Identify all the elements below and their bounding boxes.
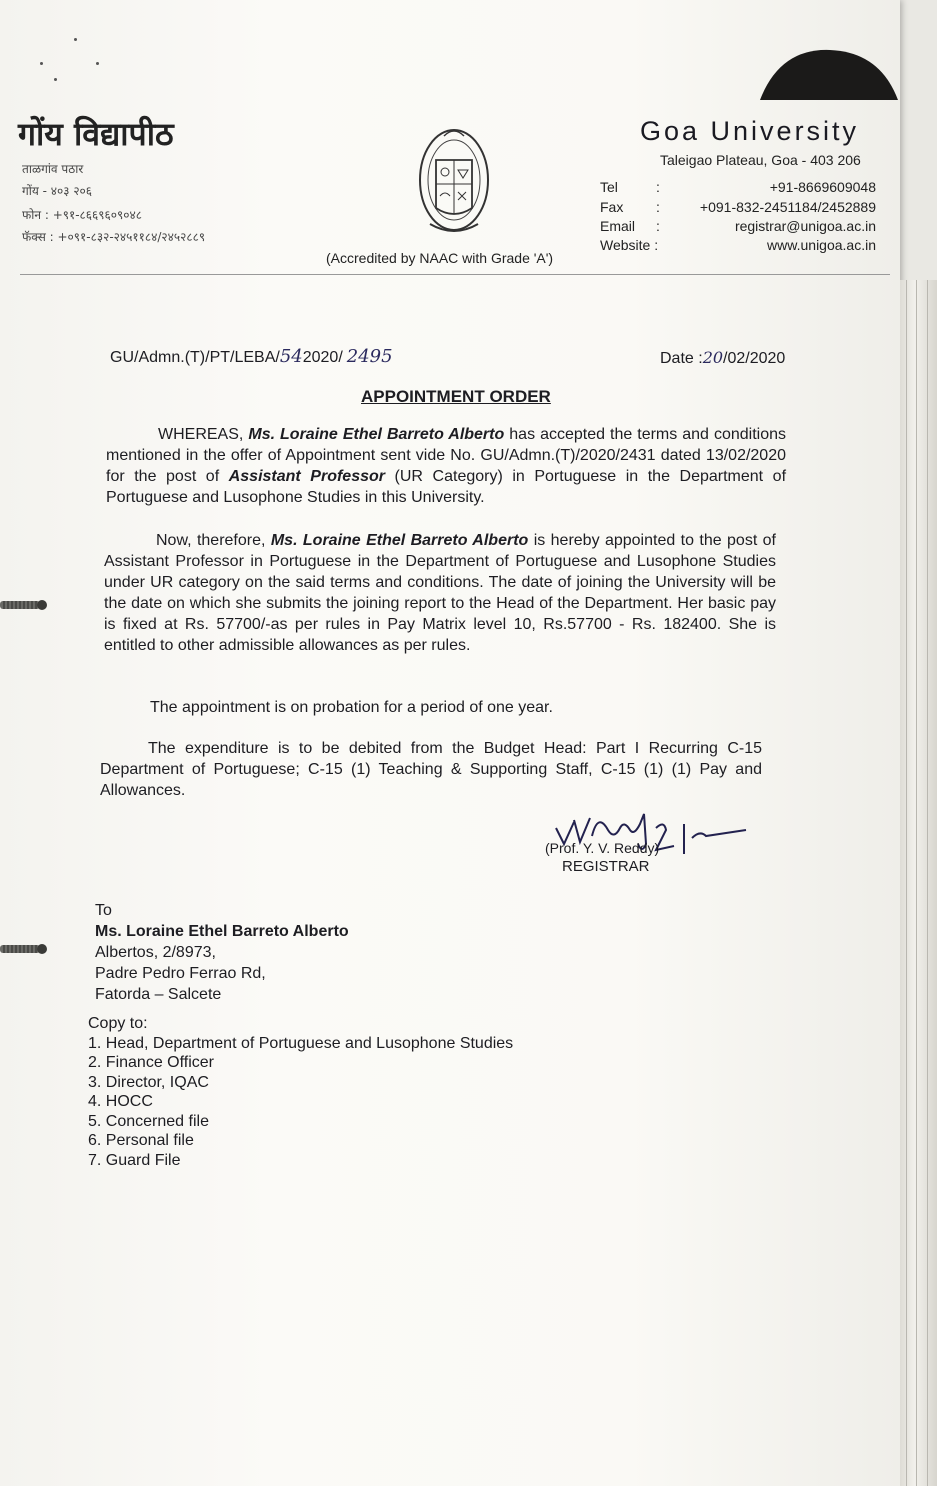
copy-to-item: 1. Head, Department of Portuguese and Lusophone Studies [88, 1034, 514, 1052]
copy-to-item: 4. HOCC [88, 1093, 153, 1110]
document-heading: APPOINTMENT ORDER [361, 387, 551, 406]
addressee-line: Fatorda – Salcete [95, 986, 222, 1003]
reference-number: GU/Admn.(T)/PT/LEBA/542020/ 2495 [110, 346, 393, 367]
paragraph-appointment: Now, therefore, Ms. Loraine Ethel Barreto Alberto is hereby appointed to the post of Assistant Professor in Portuguese in the Department of Portuguese and Lusophone Studies under UR category on the said terms and conditions. The date of joining the University will be the date on which she submits the joining report to the Head of the Department. Her basic pay is fixed at Rs. 57700/-as per rules in Pay Matrix level 10, Rs.57700 - Rs. 182400. She is entitled to other admissible allowances as per rules. [104, 532, 776, 654]
order-date: Date :20/02/2020 [660, 348, 786, 367]
contact-tel: Tel : +91-8669609048 [600, 179, 876, 195]
registrar-name: (Prof. Y. V. Reddy) [545, 840, 660, 856]
paper-speck [96, 62, 99, 65]
paragraph-whereas: WHEREAS, Ms. Loraine Ethel Barreto Alberto has accepted the terms and conditions mentioned in the offer of Appointment sent vide No. GU/Admn.(T)/2020/2431 dated 13/02/2020 for the post of Assistant Professor (UR Category) in Portuguese in the Department of Portuguese and Lusophone Studies in this University. [106, 426, 787, 506]
university-name: Goa University [640, 116, 860, 146]
contact-fax: Fax : +091-832-2451184/2452889 [600, 199, 876, 215]
copy-to-item: 2. Finance Officer [88, 1054, 214, 1071]
handwritten-date-day: 20 [702, 348, 724, 367]
paragraph-probation: The appointment is on probation for a period of one year. [150, 699, 553, 716]
naac-accreditation: (Accredited by NAAC with Grade 'A') [326, 250, 554, 266]
copy-to-item: 6. Personal file [88, 1132, 194, 1149]
to-label: To [95, 902, 112, 919]
copy-to-item: 3. Director, IQAC [88, 1073, 209, 1091]
paper-speck [40, 62, 43, 65]
paper-speck [74, 38, 77, 41]
paper-stack-edge [900, 280, 937, 1486]
contact-website: Website : www.unigoa.ac.in [600, 237, 876, 253]
registrar-title: REGISTRAR [562, 858, 650, 875]
addressee-line: Padre Pedro Ferrao Rd, [95, 965, 266, 982]
handwritten-ref-number: 2495 [346, 346, 393, 367]
copy-to-item: 7. Guard File [88, 1151, 181, 1169]
addressee-line: Albertos, 2/8973, [95, 944, 216, 961]
letterhead-divider [20, 274, 890, 275]
university-emblem-icon [414, 120, 494, 242]
copy-to-block [88, 1014, 513, 1170]
copy-to-item: 5. Concerned file [88, 1112, 209, 1130]
hindi-university-name: गोंय विद्यापीठ [18, 115, 174, 153]
university-address: Taleigao Plateau, Goa - 403 206 [660, 152, 861, 168]
hindi-address-line: ताळगांव पठार [22, 162, 84, 176]
hindi-phone-line: फोन : +९१-८६६९६०९०४८ [22, 208, 142, 222]
addressee-name: Ms. Loraine Ethel Barreto Alberto [95, 923, 349, 940]
binder-spring-icon [0, 598, 48, 612]
hindi-address-line: गोंय - ४०३ २०६ [22, 184, 93, 198]
handwritten-ref-part: 54 [279, 346, 303, 367]
addressee-block [95, 900, 349, 1005]
paper-speck [54, 78, 57, 81]
paragraph-expenditure: The expenditure is to be debited from the Budget Head: Part I Recurring C-15 Department of Portuguese; C-15 (1) Teaching & Supporting Staff, C-15 (1) (1) Pay and Allowances. [100, 740, 762, 799]
hindi-fax-line: फॅक्स : +०९१-८३२-२४५११८४/२४५२८८९ [22, 230, 206, 244]
dark-corner-shadow [740, 40, 900, 110]
contact-email: Email : registrar@unigoa.ac.in [600, 218, 876, 234]
binder-spring-icon [0, 942, 48, 956]
copy-to-label: Copy to: [88, 1015, 148, 1032]
